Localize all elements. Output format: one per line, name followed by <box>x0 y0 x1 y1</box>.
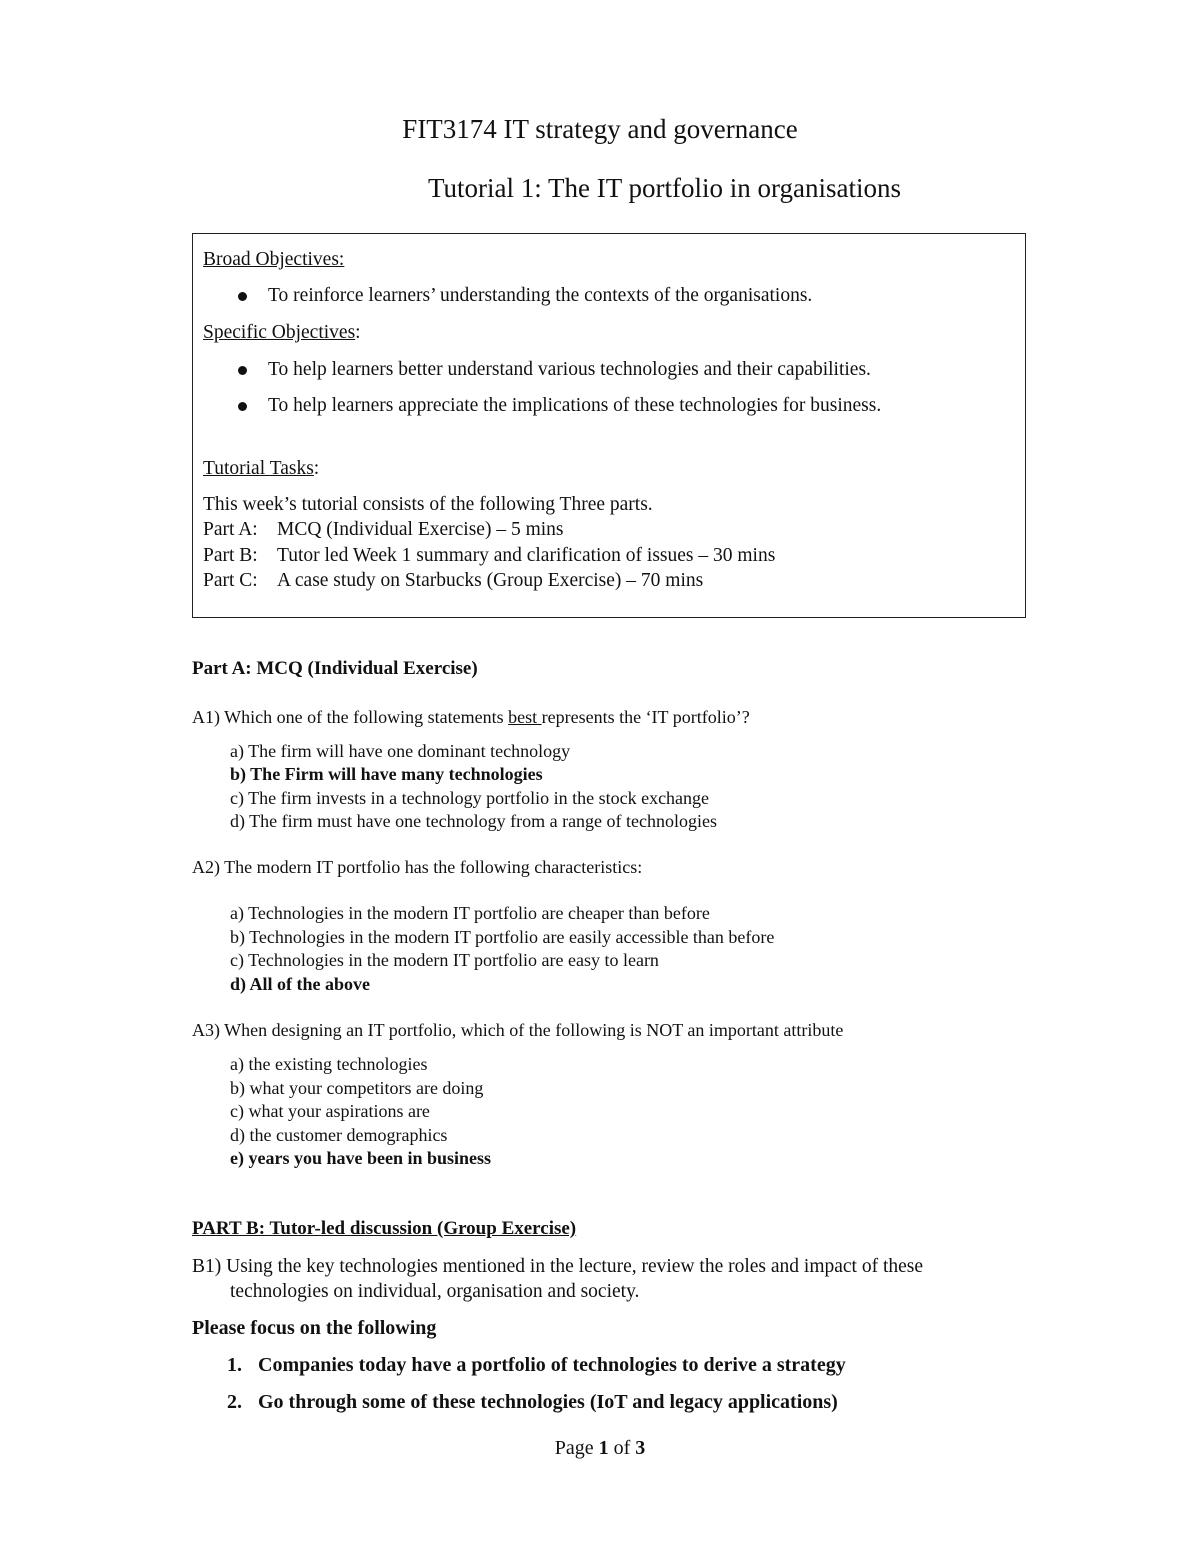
of-word: of <box>613 1437 631 1459</box>
focus-item-number: 1. <box>227 1354 242 1376</box>
answer-option: d) the customer demographics <box>230 1125 448 1145</box>
question-b1-continued: technologies on individual, organisation and society. <box>230 1281 640 1302</box>
page-footer <box>0 1437 1200 1460</box>
page-total: 3 <box>635 1437 646 1459</box>
document-subtitle: Tutorial 1: The IT portfolio in organisations <box>428 173 901 203</box>
question-a1-emphasis: best <box>508 707 542 727</box>
part-a-heading: Part A: MCQ (Individual Exercise) <box>192 658 478 679</box>
task-text: A case study on Starbucks (Group Exercise) – 70 mins <box>277 570 704 591</box>
answer-option: c) what your aspirations are <box>230 1101 430 1121</box>
focus-item: Go through some of these technologies (IoT and legacy applications) <box>258 1391 838 1413</box>
answer-option: a) Technologies in the modern IT portfolio are cheaper than before <box>230 903 710 923</box>
answer-option-correct: b) The Firm will have many technologies <box>230 764 543 784</box>
specific-objective-item: To help learners better understand various technologies and their capabilities. <box>268 359 871 380</box>
tutorial-tasks-heading <box>203 458 319 480</box>
tutorial-tasks-intro: This week’s tutorial consists of the following Three parts. <box>203 494 653 515</box>
answer-option: b) Technologies in the modern IT portfolio are easily accessible than before <box>230 927 775 947</box>
page-word: Page <box>554 1437 594 1459</box>
task-label: Part A: <box>203 519 258 540</box>
answer-option-correct: e) years you have been in business <box>230 1148 492 1168</box>
question-a1 <box>192 707 750 728</box>
page-current: 1 <box>598 1437 609 1459</box>
question-a1-text-end: represents the ‘IT portfolio’? <box>541 707 750 727</box>
task-label: Part C: <box>203 570 258 591</box>
bullet-icon <box>238 292 247 301</box>
question-a3: A3) When designing an IT portfolio, which of the following is NOT an important attribute <box>192 1020 844 1040</box>
tutorial-tasks-label: Tutorial Tasks <box>203 458 314 479</box>
specific-objectives-colon: : <box>355 322 361 343</box>
question-a2: A2) The modern IT portfolio has the following characteristics: <box>192 857 643 877</box>
specific-objectives-label: Specific Objectives <box>203 322 356 343</box>
document-title: FIT3174 IT strategy and governance <box>402 114 798 144</box>
task-label: Part B: <box>203 545 258 566</box>
bullet-icon <box>238 402 247 411</box>
answer-option: b) what your competitors are doing <box>230 1078 484 1098</box>
focus-heading: Please focus on the following <box>192 1317 437 1339</box>
bullet-icon <box>238 366 247 375</box>
answer-option: d) The firm must have one technology from a range of technologies <box>230 811 718 831</box>
answer-option-correct: d) All of the above <box>230 974 371 994</box>
question-a1-text: A1) Which one of the following statements <box>192 707 509 727</box>
broad-objective-item: To reinforce learners’ understanding the contexts of the organisations. <box>268 285 813 306</box>
broad-objectives-heading: Broad Objectives: <box>203 249 345 270</box>
answer-option: a) The firm will have one dominant technology <box>230 741 571 761</box>
task-text: Tutor led Week 1 summary and clarification of issues – 30 mins <box>277 545 776 566</box>
question-b1: B1) Using the key technologies mentioned in the lecture, review the roles and impact of these <box>192 1256 924 1277</box>
focus-item-number: 2. <box>227 1391 242 1413</box>
specific-objective-item: To help learners appreciate the implications of these technologies for business. <box>268 395 882 416</box>
part-b-heading: PART B: Tutor-led discussion (Group Exercise) <box>192 1218 577 1239</box>
answer-option: c) Technologies in the modern IT portfolio are easy to learn <box>230 950 659 970</box>
answer-option: a) the existing technologies <box>230 1054 428 1074</box>
specific-objectives-heading <box>203 322 361 344</box>
task-text: MCQ (Individual Exercise) – 5 mins <box>277 519 564 540</box>
answer-option: c) The firm invests in a technology portfolio in the stock exchange <box>230 788 710 808</box>
tutorial-tasks-colon: : <box>313 458 320 479</box>
focus-item: Companies today have a portfolio of technologies to derive a strategy <box>258 1354 846 1376</box>
